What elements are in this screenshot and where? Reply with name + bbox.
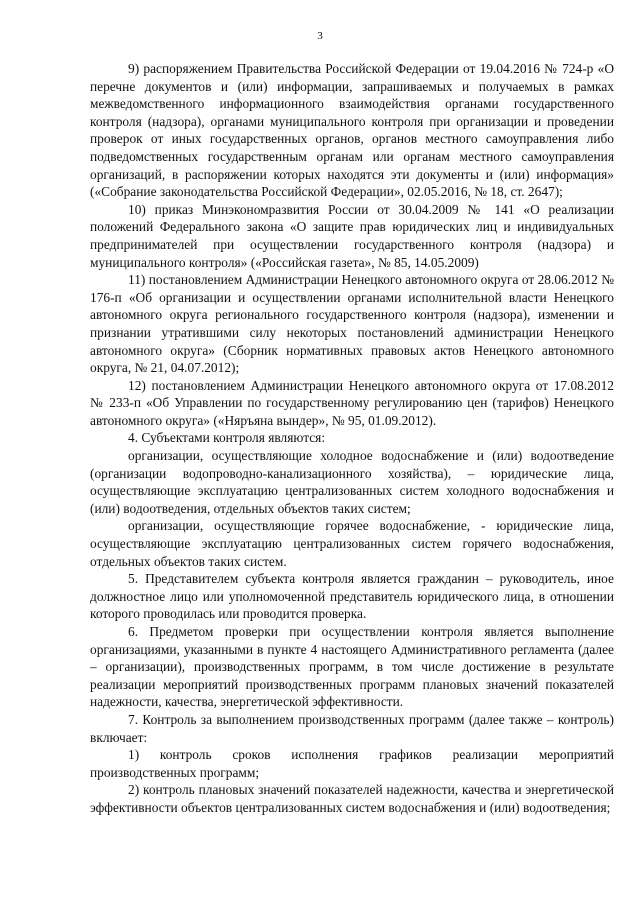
paragraph-item-10: 10) приказ Минэкономразвития России от 30.04.2009 № 141 «О реализации положений Федерального закона «О защите прав юридических лиц и индивидуальных предпринимателей при осуществлении государственного контроля (надзора) и муниципального контроля» («Российская газета», № 85, 14.05.2009)	[90, 201, 614, 270]
paragraph-control-2: 2) контроль плановых значений показателей надежности, качества и энергетической эффективности объектов централизованных систем водоснабжения и (или) водоотведения;	[90, 782, 614, 815]
paragraph-item-11: 11) постановлением Администрации Ненецкого автономного округа от 28.06.2012 № 176-п «Об организации и осуществлении органами исполнительной власти Ненецкого автономного округа регионального государственного контроля (надзора), изменении и признании утратившими силу некоторых постановлений администрации Ненецкого автономного округа» (Сборник нормативных правовых актов Ненецкого автономного округа, № 21, 04.07.2012);	[90, 272, 614, 376]
paragraph-section-5: 5. Представителем субъекта контроля является гражданин – руководитель, иное должностное лицо или уполномоченной представитель юридического лица, в отношении которого проводилась или проводится проверка.	[90, 571, 614, 622]
paragraph-hot-water: организации, осуществляющие горячее водоснабжение, - юридические лица, осуществляющие эксплуатацию централизованных систем горячего водоснабжения, отдельных объектов таких систем.	[90, 518, 614, 569]
paragraph-item-9: 9) распоряжением Правительства Российской Федерации от 19.04.2016 № 724-р «О перечне документов и (или) информации, запрашиваемых и получаемых в рамках межведомственного информационного взаимодействия органами государственного контроля (надзора), органами муниципального контроля при организации и проведении проверок от иных государственных органов, органов местного самоуправления либо подведомственных государственным органам или органам местного самоуправления организаций, в распоряжении которых находятся эти документы и (или) информация» («Собрание законодательства Российской Федерации», 02.05.2016, № 18, ст. 2647);	[90, 61, 614, 200]
paragraph-cold-water: организации, осуществляющие холодное водоснабжение и (или) водоотведение (организации водопроводно-канализационного хозяйства), – юридические лица, осуществляющие эксплуатацию централизованных систем холодного водоснабжения и (или) водоотведения, отдельных объектов таких систем;	[90, 448, 614, 516]
page-number: 3	[317, 30, 323, 42]
paragraph-section-7: 7. Контроль за выполнением производственных программ (далее также – контроль) включает:	[90, 711, 614, 745]
paragraph-section-6: 6. Предметом проверки при осуществлении контроля является выполнение организациями, указанными в пункте 4 настоящего Административного регламента (далее – организации), производственных программ, в том числе достижение в результате реализации мероприятий производственных программ плановых значений показателей надежности, качества, энергетической эффективности.	[90, 624, 614, 710]
paragraph-section-4: 4. Субъектами контроля являются:	[128, 430, 326, 446]
paragraph-item-12: 12) постановлением Администрации Ненецкого автономного округа от 17.08.2012 № 233-п «Об Управлении по государственному регулированию цен (тарифов) Ненецкого автономного округа» («Няръяна вындер», № 95, 01.09.2012).	[90, 377, 614, 428]
paragraph-control-1: 1) контроль сроков исполнения графиков реализации мероприятий производственных программ;	[90, 747, 614, 780]
document-body	[90, 60, 614, 817]
